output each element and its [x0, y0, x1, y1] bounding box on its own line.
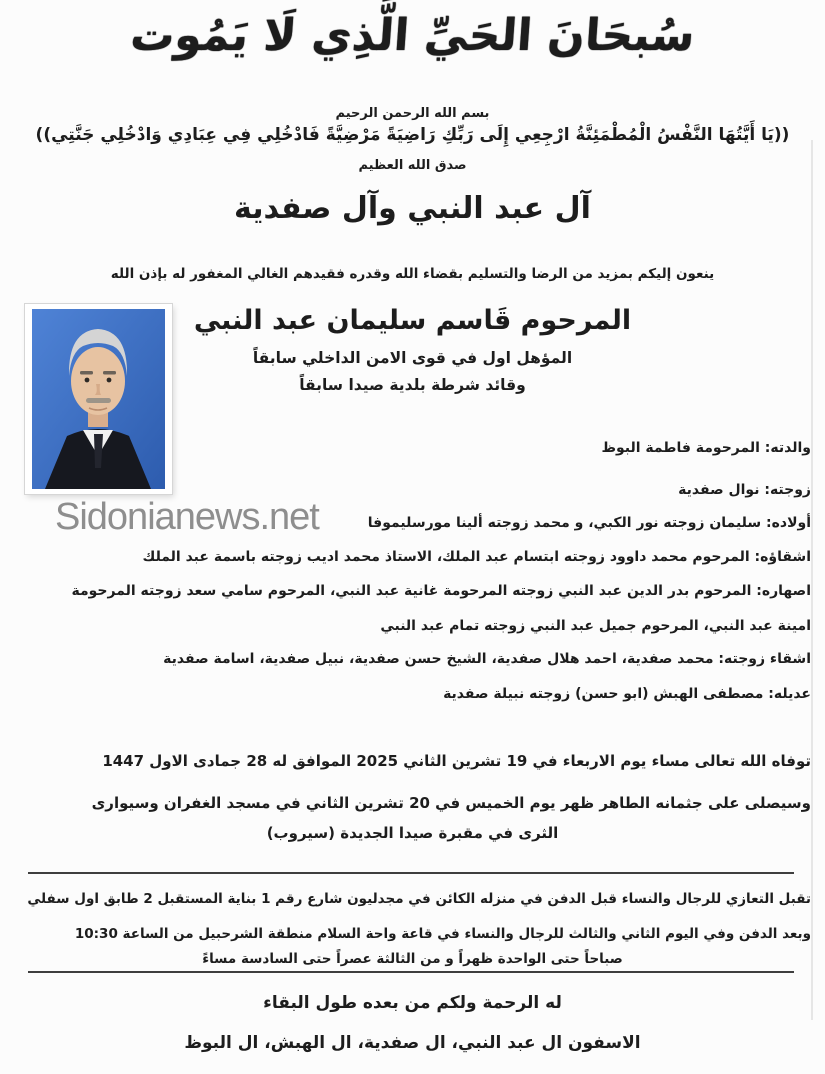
sidonianews-watermark: Sidonianews.net — [55, 496, 319, 538]
relative-line-sons: أولاده: سليمان زوجته نور الكبي، و محمد زوجته ألينا مورسليموفا — [367, 515, 811, 531]
condolence-line-hall: وبعد الدفن وفي اليوم الثاني والثالث للرجال والنساء في قاعة واحة السلام منطقة الشرحبيل من الساعة 10:30 — [74, 926, 811, 942]
condolence-line-home: تقبل التعازي للرجال والنساء قبل الدفن في منزله الكائن في مجدليون شارع رقم 1 بناية المستقبل 2 طابق اول سفلي — [27, 891, 811, 907]
relative-line-inlaws-continued: امينة عبد النبي، المرحوم جميل عبد النبي زوجته تمام عبد النبي — [380, 618, 811, 634]
tasdiq-text: صدق الله العظيم — [358, 158, 467, 173]
deceased-rank-line-1: المؤهل اول في قوى الامن الداخلي سابقاً — [252, 349, 573, 367]
divider-top — [28, 872, 794, 874]
deceased-name: المرحوم قَاسم سليمان عبد النبي — [193, 305, 632, 336]
burial-place-line: الثرى في مقبرة صيدا الجديدة (سيروب) — [266, 824, 559, 842]
relative-line-wife-brothers: اشقاء زوجته: محمد صفدية، احمد هلال صفدية، الشيخ حسن صفدية، نبيل صفدية، اسامة صفدية — [163, 651, 811, 667]
divider-bottom — [28, 971, 794, 973]
mercy-closing-line: له الرحمة ولكم من بعده طول البقاء — [263, 993, 562, 1013]
relative-line-co-brother-in-law: عديله: مصطفى الهبش (ابو حسن) زوجته نبيلة صفدية — [443, 686, 811, 702]
relative-line-mother: والدته: المرحومة فاطمة البوظ — [601, 440, 811, 456]
death-date-line: توفاه الله تعالى مساء يوم الاربعاء في 19 تشرين الثاني 2025 الموافق له 28 جمادى الاول 1447 — [102, 752, 811, 770]
funeral-prayer-line: وسيصلى على جثمانه الطاهر ظهر يوم الخميس في 20 تشرين الثاني في مسجد الغفران وسيوارى — [91, 794, 811, 812]
page-edge-shadow — [811, 140, 813, 1020]
condolence-line-hours: صباحاً حتى الواحدة ظهراً و من الثالثة عصراً حتى السادسة مساءً — [202, 951, 623, 967]
grieving-families-line: الاسفون ال عبد النبي، ال صفدية، ال الهبش، ال البوظ — [184, 1033, 641, 1053]
relative-line-inlaws: اصهاره: المرحوم بدر الدين عبد النبي زوجته المرحومة غانية عبد النبي، المرحوم سامي سعد زوجته المرحومة — [71, 583, 811, 599]
deceased-rank-line-2: وقائد شرطة بلدية صيدا سابقاً — [299, 376, 526, 394]
basmala-text: بسم الله الرحمن الرحيم — [335, 106, 490, 121]
families-title: آل عبد النبي وآل صفدية — [234, 191, 591, 226]
relative-line-brothers: اشقاؤه: المرحوم محمد داوود زوجته ابتسام عبد الملك، الاستاذ محمد اديب زوجته باسمة عبد الملك — [142, 549, 811, 565]
quran-verse: ((يَا أَيَّتُهَا النَّفْسُ الْمُطْمَئِنَّةُ ارْجِعِي إِلَى رَبِّكِ رَاضِيَةً مَرْضِيَّةً فَادْخُلِي فِي عِبَادِي وَادْخُلِي جَنَّتِي)) — [35, 125, 790, 145]
announcement-intro: ينعون إليكم بمزيد من الرضا والتسليم بقضاء الله وقدره فقيدهم الغالي المغفور له بإذن الله — [110, 266, 715, 282]
relative-line-wife: زوجته: نوال صفدية — [678, 482, 811, 498]
calligraphy-header: سُبحَانَ الحَيِّ الَّذِي لَا يَمُوت — [128, 10, 697, 61]
